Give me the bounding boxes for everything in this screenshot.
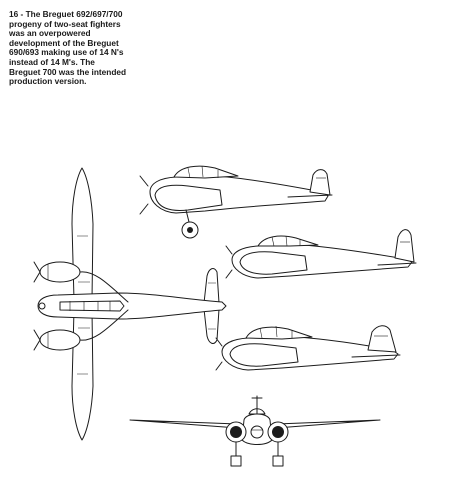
- caption-line: development of the Breguet: [9, 37, 119, 48]
- caption-line: 690/693 making use of 14 N's: [9, 47, 124, 58]
- caption-line: progeny of two-seat fighters: [9, 18, 121, 29]
- caption-line: 16 - The Breguet 692/697/700: [9, 9, 123, 19]
- caption-line: production version.: [9, 76, 87, 87]
- side-view-gear-up: [226, 230, 416, 278]
- front-view: [130, 396, 380, 466]
- caption-line: instead of 14 M's. The: [9, 56, 95, 67]
- side-view-variant: [216, 326, 400, 370]
- caption-line: was an overpowered: [9, 28, 91, 39]
- caption-line: Breguet 700 was the intended: [9, 66, 127, 77]
- side-view-gear-down: [140, 166, 332, 238]
